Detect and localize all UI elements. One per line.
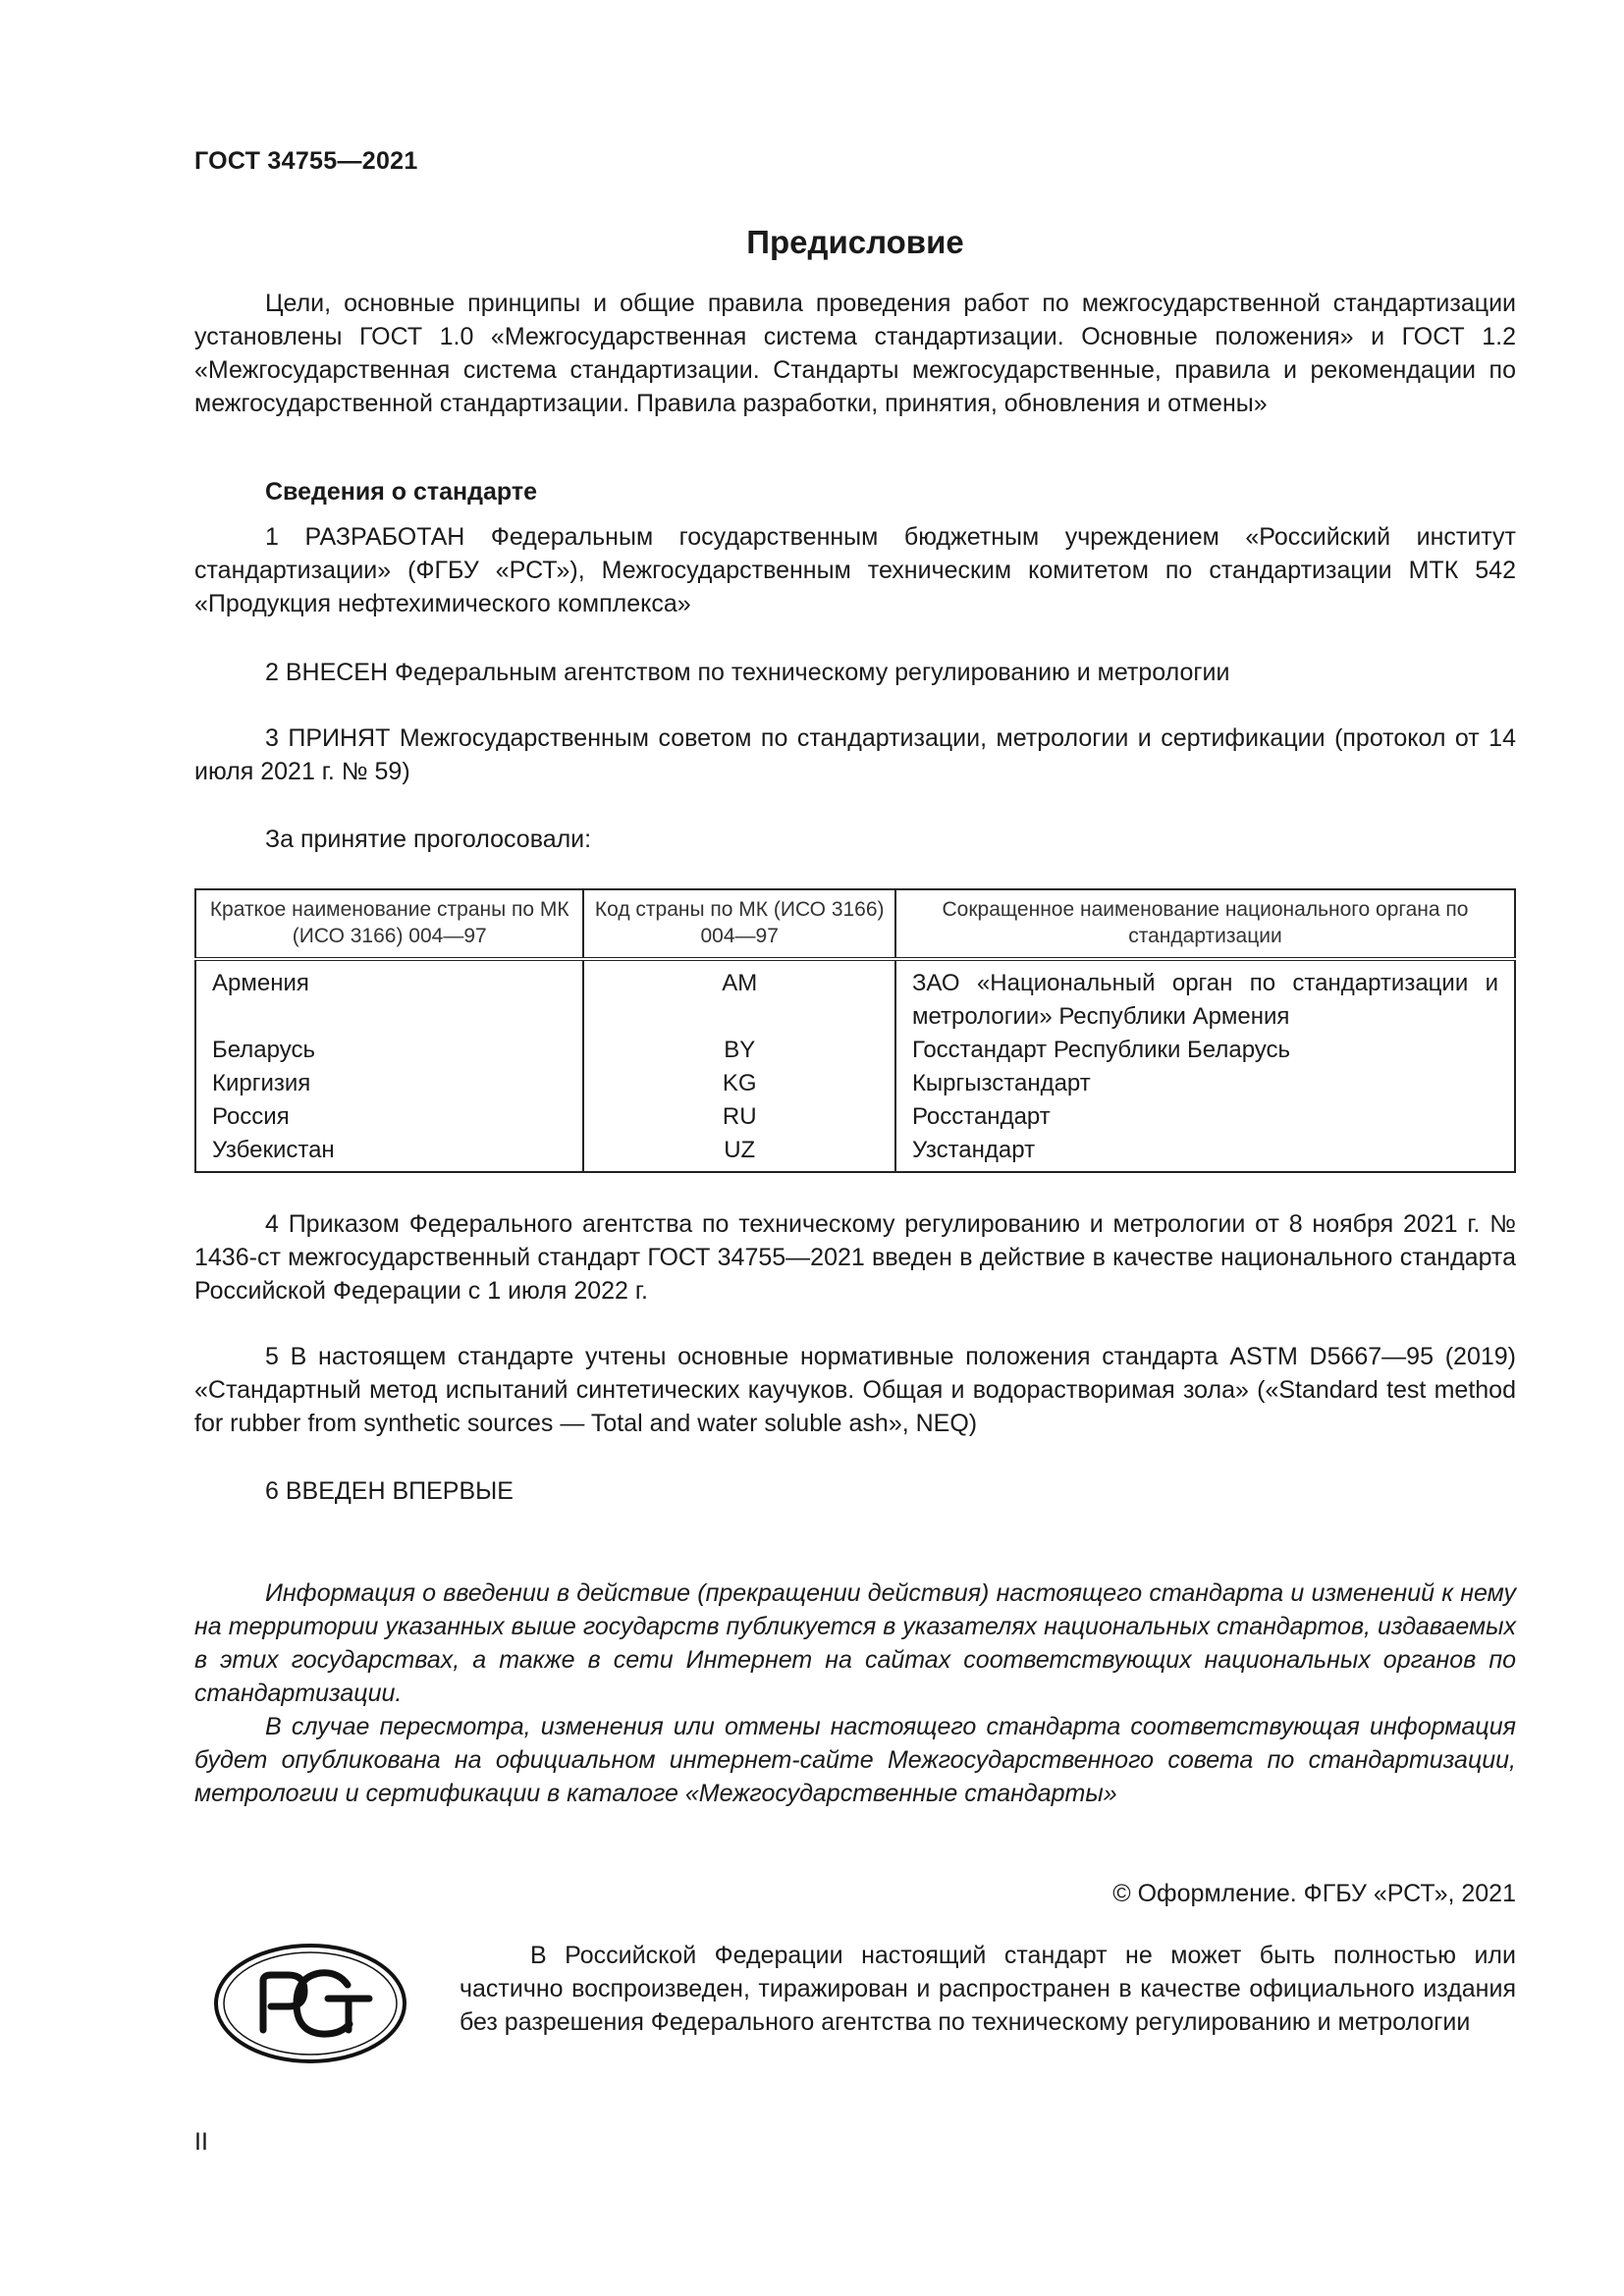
rst-logo-icon bbox=[212, 1942, 408, 2070]
header-country: Краткое наименование страны по МК (ИСО 3166) 004—97 bbox=[195, 889, 583, 959]
country-cell: Россия bbox=[195, 1100, 583, 1134]
item-4: 4 Приказом Федерального агентства по техническому регулированию и метрологии от 8 ноября 2021 г. № 1436-ст межгосударственный стандарт ГОСТ 34755—2021 введен в действие в качестве национального стандарта Российской Федерации с 1 июля 2022 г. bbox=[194, 1210, 1516, 1305]
table-header-row bbox=[195, 889, 1515, 959]
org-cell: Кыргызстандарт bbox=[895, 1067, 1515, 1100]
section-heading: Сведения о стандарте bbox=[265, 478, 538, 506]
page-title: Предисловие bbox=[746, 224, 964, 260]
org-cell: Росстандарт bbox=[895, 1100, 1515, 1134]
table-row bbox=[195, 959, 1515, 1034]
item-1: 1 РАЗРАБОТАН Федеральным государственным бюджетным учреждением «Российский институт стандартизации» (ФГБУ «РСТ»), Межгосударственным техническим комитетом по стандартизации МТК 542 «Продукция нефтехимического комплекса» bbox=[194, 523, 1516, 617]
info-paragraph-2: В случае пересмотра, изменения или отмены настоящего стандарта соответствующая информация будет опубликована на официальном интернет-сайте Межгосударственного совета по стандартизации, метрологии и сертификации в каталоге «Межгосударственные стандарты» bbox=[194, 1713, 1516, 1807]
countries-table bbox=[194, 888, 1516, 1173]
code-cell: RU bbox=[583, 1100, 894, 1134]
table-row bbox=[195, 1134, 1515, 1172]
item-6: 6 ВВЕДЕН ВПЕРВЫЕ bbox=[265, 1477, 514, 1505]
code-cell: KG bbox=[583, 1067, 894, 1100]
org-cell: ЗАО «Национальный орган по стандартизации и метрологии» Республики Армения bbox=[895, 959, 1515, 1034]
code-cell: AM bbox=[583, 959, 894, 1034]
org-cell: Узстандарт bbox=[895, 1134, 1515, 1172]
item-3: 3 ПРИНЯТ Межгосударственным советом по стандартизации, метрологии и сертификации (протокол от 14 июля 2021 г. № 59) bbox=[194, 724, 1516, 785]
page-number: II bbox=[194, 2128, 208, 2156]
item-2: 2 ВНЕСЕН Федеральным агентством по техническому регулированию и метрологии bbox=[265, 659, 1230, 686]
vote-intro: За принятие проголосовали: bbox=[265, 826, 592, 853]
table-row bbox=[195, 1100, 1515, 1134]
item-5: 5 В настоящем стандарте учтены основные нормативные положения стандарта ASTM D5667—95 (2019) «Стандартный метод испытаний синтетических каучуков. Общая и водорастворимая зола» («Standard test method for rubber from synthetic sources — Total and water soluble ash», NEQ) bbox=[194, 1343, 1516, 1437]
table-row bbox=[195, 1034, 1515, 1067]
header-org: Сокращенное наименование национального органа по стандартизации bbox=[895, 889, 1515, 959]
reproduction-notice: В Российской Федерации настоящий стандарт не может быть полностью или частично воспроизведен, тиражирован и распространен в качестве официального издания без разрешения Федерального агентства по техническому регулированию и метрологии bbox=[460, 1942, 1516, 2036]
country-cell: Беларусь bbox=[195, 1034, 583, 1067]
country-cell: Армения bbox=[195, 959, 583, 1034]
document-header: ГОСТ 34755—2021 bbox=[194, 147, 418, 175]
table-row bbox=[195, 1067, 1515, 1100]
intro-paragraph: Цели, основные принципы и общие правила проведения работ по межгосударственной стандартизации установлены ГОСТ 1.0 «Межгосударственная система стандартизации. Основные положения» и ГОСТ 1.2 «Межгосударственная система стандартизации. Стандарты межгосударственные, правила и рекомендации по межгосударственной стандартизации. Правила разработки, принятия, обновления и отмены» bbox=[194, 290, 1516, 417]
info-paragraph-1: Информация о введении в действие (прекращении действия) настоящего стандарта и изменений к нему на территории указанных выше государств публикуется в указателях национальных стандартов, издаваемых в этих государствах, а также в сети Интернет на сайтах соответствующих национальных органов по стандартизации. bbox=[194, 1579, 1516, 1707]
copyright-line: © Оформление. ФГБУ «РСТ», 2021 bbox=[1112, 1880, 1516, 1907]
org-cell: Госстандарт Республики Беларусь bbox=[895, 1034, 1515, 1067]
header-code: Код страны по МК (ИСО 3166) 004—97 bbox=[583, 889, 894, 959]
code-cell: UZ bbox=[583, 1134, 894, 1172]
code-cell: BY bbox=[583, 1034, 894, 1067]
country-cell: Узбекистан bbox=[195, 1134, 583, 1172]
country-cell: Киргизия bbox=[195, 1067, 583, 1100]
